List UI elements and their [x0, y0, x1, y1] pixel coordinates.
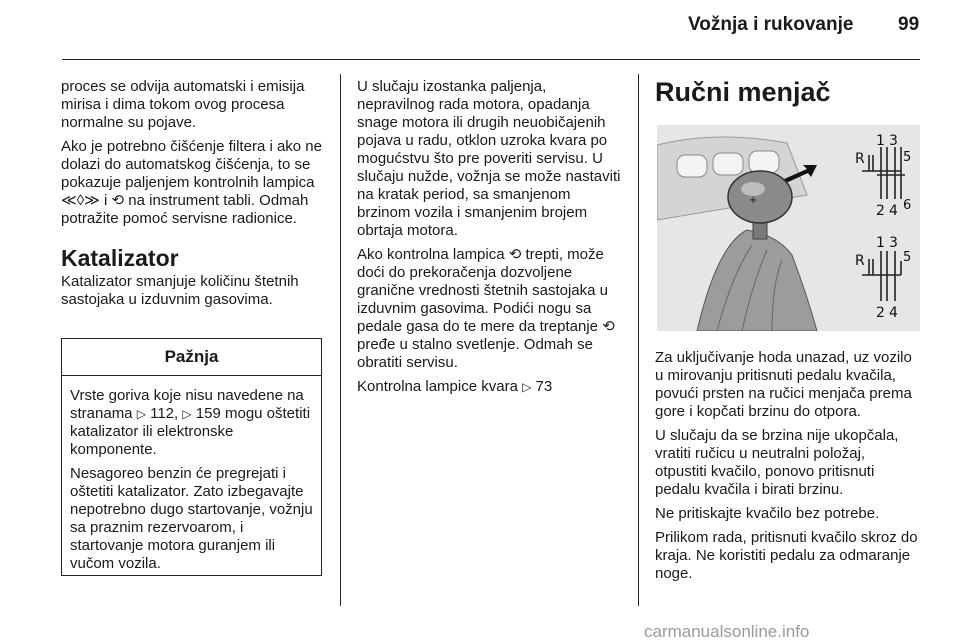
page-ref-link[interactable]: 159 mogu — [195, 405, 263, 422]
page-ref-arrow-icon: ▷ — [522, 380, 532, 394]
paragraph: U slučaju izostanka paljenja, nepravilnog rada motora, opadanja snage motora ili drugih neuobičajenih pojava u radu, otklon uzroka kvara po mogućstvu što pre poveriti servisu. U slučaju nužde, vožnja se može nastaviti na kratak period, sa smanjenom brzinom vozila i smanjenim brojem obrtaja motora. — [357, 78, 621, 239]
gear-label-5: 5 — [903, 250, 912, 265]
column-3 — [655, 349, 920, 589]
page-ref-arrow-icon: ▷ — [182, 407, 192, 421]
column-3-heading: Ručni menjač — [655, 77, 831, 107]
engine-warning-icon: ⟲ — [602, 318, 615, 335]
paragraph: Katalizator smanjuje količinu štetnih sastojaka u izduvnim gasovima. — [61, 273, 299, 308]
gearshift-illustration — [657, 125, 920, 331]
column-2 — [357, 78, 627, 402]
column-divider-2 — [638, 74, 639, 606]
text-span: Ako je potrebno čišćenje filtera i ako ne dolazi do automatskog čišćenja, to se pokazuje paljenjem kontrolnih lampica — [61, 138, 322, 191]
text-span: pređe u stalno svetlenje. Odmah se obratiti servisu. — [357, 336, 593, 371]
knob-pattern-mark: + — [749, 195, 758, 206]
gear-label-3: 3 — [889, 133, 898, 149]
paragraph: U slučaju da se brzina nije ukopčala, vratiti ručicu u neutralni položaj, otpustiti kvačilo, ponovo pritisnuti pedalu kvačila i birati brzinu. — [655, 427, 899, 498]
column-divider-1 — [340, 74, 341, 606]
dashboard-vent — [713, 153, 743, 175]
section-heading-catalyst: Katalizator — [61, 245, 179, 271]
gear-label-r: R — [855, 151, 865, 167]
text-span: Kontrolna lampice kvara — [357, 378, 518, 395]
notice-box — [61, 338, 322, 576]
text-span: trepti, može doći do prekoračenja dozvoljene granične vrednosti štetnih sastojaka u izduvnim gasovima. Podići nogu sa pedale gasa do te mere da treptanje — [357, 246, 608, 335]
paragraph: Za uključivanje hoda unazad, uz vozilo u mirovanju pritisnuti pedalu kvačila, povući prsten na ručici menjača prema gore i kopčati brzinu do otpora. — [655, 349, 912, 420]
dashboard-vent — [749, 151, 779, 173]
paragraph — [357, 246, 627, 372]
page-number: 99 — [898, 14, 920, 35]
engine-warning-icon: ⟲ — [111, 192, 125, 209]
paragraph: Nesagoreo benzin će pregrejati i oštetiti katalizator. Zato izbegavajte nepotrebno dugo startovanje, vožnju sa praznim rezervoarom, i startovanje motora guranjem ili vučom vozila. — [70, 465, 313, 572]
text-span: na instrument tabli. Odmah potražite pomoć servisne radionice. — [61, 192, 309, 227]
text-span: i — [104, 192, 108, 209]
gear-label-4: 4 — [889, 203, 898, 219]
page-ref-link[interactable]: 112, — [150, 405, 179, 422]
gear-label-5: 5 — [903, 150, 912, 165]
engine-warning-icon: ⟲ — [508, 246, 522, 263]
gear-label-4: 4 — [889, 305, 898, 321]
page-ref-arrow-icon: ▷ — [136, 407, 146, 421]
paragraph: Prilikom rada, pritisnuti kvačilo skroz do kraja. Ne koristiti pedalu za odmaranje noge. — [655, 529, 918, 582]
gear-label-1: 1 — [876, 235, 885, 251]
gear-label-r: R — [855, 253, 865, 269]
watermark: carmanualsonline.info — [644, 622, 810, 641]
gear-label-3: 3 — [889, 235, 898, 251]
gear-knob — [728, 171, 792, 223]
dashboard-vent — [677, 155, 707, 177]
page-header-title: Vožnja i rukovanje — [688, 14, 854, 35]
paragraph: proces se odvija automatski i emisija mirisa i dima tokom ovog procesa normalne su pojave. — [61, 78, 305, 131]
text-span: Ako kontrolna lampica — [357, 246, 505, 263]
paragraph — [357, 378, 627, 396]
text-span: oštetiti katalizator ili elektronske komponente. — [70, 405, 311, 458]
gear-label-2: 2 — [876, 305, 885, 321]
header-rule — [62, 59, 920, 60]
text-span: Vrste goriva koje nisu navedene na stranama — [70, 387, 304, 422]
paragraph — [70, 387, 313, 459]
paragraph: Ne pritiskajte kvačilo bez potrebe. — [655, 505, 880, 522]
page-ref-link[interactable]: 73 — [535, 378, 553, 395]
gear-label-6: 6 — [903, 198, 912, 213]
filter-warning-icon: ≪◊≫ — [61, 192, 100, 209]
notice-title: Pažnja — [62, 339, 321, 376]
paragraph — [61, 138, 329, 228]
gear-label-2: 2 — [876, 203, 885, 219]
column-1 — [61, 78, 329, 315]
notice-body — [62, 376, 321, 573]
gear-label-1: 1 — [876, 133, 885, 149]
